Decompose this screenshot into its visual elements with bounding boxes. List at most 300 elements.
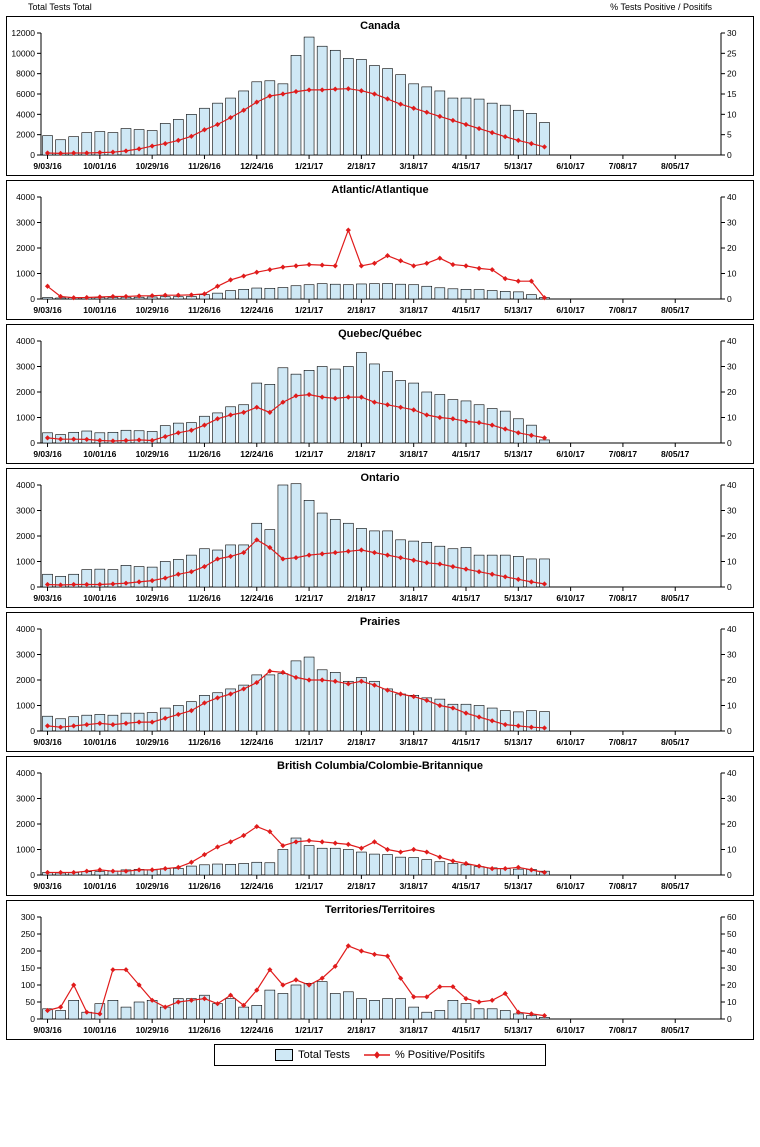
bar	[383, 69, 393, 155]
bar	[396, 694, 406, 731]
svg-text:50: 50	[25, 997, 35, 1007]
svg-text:7/08/17: 7/08/17	[608, 1025, 638, 1035]
svg-text:30: 30	[727, 361, 737, 372]
bar	[448, 864, 458, 875]
bar	[356, 528, 366, 587]
svg-text:5/13/17: 5/13/17	[504, 161, 533, 171]
svg-text:5: 5	[727, 129, 732, 140]
svg-text:3000: 3000	[16, 793, 35, 804]
svg-text:10/01/16: 10/01/16	[83, 161, 117, 171]
svg-text:0: 0	[30, 582, 35, 592]
bar	[461, 704, 471, 731]
line-marker	[437, 256, 442, 261]
svg-text:1000: 1000	[16, 844, 35, 855]
bar	[304, 37, 314, 155]
bar	[513, 556, 523, 587]
bar	[409, 1007, 419, 1019]
bar	[304, 657, 314, 731]
bar	[265, 530, 275, 587]
svg-text:8000: 8000	[16, 68, 35, 79]
bar	[56, 1011, 66, 1020]
plot-area	[7, 17, 755, 177]
bar	[317, 513, 327, 587]
bar	[435, 91, 445, 155]
line-marker	[346, 842, 351, 847]
bar	[252, 383, 262, 443]
svg-text:4/15/17: 4/15/17	[451, 161, 481, 171]
line-marker	[411, 847, 416, 852]
bar	[409, 84, 419, 155]
line-marker	[463, 263, 468, 268]
bar	[474, 290, 484, 299]
bar	[435, 1011, 445, 1020]
line-marker	[424, 849, 429, 854]
bar	[383, 531, 393, 587]
svg-text:10: 10	[727, 997, 737, 1007]
plot-area	[7, 901, 755, 1041]
plot-area	[7, 325, 755, 465]
line-marker	[241, 273, 246, 278]
svg-text:3/18/17: 3/18/17	[399, 1025, 428, 1035]
svg-text:3/18/17: 3/18/17	[399, 449, 428, 459]
bar	[330, 848, 340, 875]
line-marker	[359, 846, 364, 851]
bar	[291, 985, 301, 1019]
bar	[369, 1000, 379, 1019]
svg-text:11/26/16: 11/26/16	[188, 449, 221, 459]
bar	[291, 374, 301, 443]
bar	[265, 863, 275, 875]
svg-text:40: 40	[727, 480, 737, 490]
line-marker	[110, 967, 115, 972]
bar	[409, 383, 419, 443]
bar	[278, 850, 288, 876]
bar	[252, 1005, 262, 1019]
svg-text:9/03/16: 9/03/16	[33, 881, 62, 891]
bar	[500, 555, 510, 587]
line-marker	[490, 998, 495, 1003]
svg-text:20: 20	[727, 531, 737, 541]
bar	[422, 286, 432, 299]
bar	[343, 285, 353, 299]
svg-text:2/18/17: 2/18/17	[347, 305, 376, 315]
legend-line-swatch	[364, 1050, 390, 1060]
svg-text:6/10/17: 6/10/17	[556, 881, 585, 891]
bar	[252, 523, 262, 587]
bar	[239, 864, 249, 875]
panels-container	[0, 16, 760, 1040]
bar	[448, 289, 458, 299]
svg-text:20: 20	[727, 387, 737, 397]
svg-text:10/01/16: 10/01/16	[83, 737, 117, 747]
bar	[356, 852, 366, 875]
bar	[369, 66, 379, 155]
bar	[147, 131, 157, 155]
svg-text:12/24/16: 12/24/16	[240, 1025, 274, 1035]
svg-text:0: 0	[30, 150, 35, 160]
svg-text:11/26/16: 11/26/16	[188, 881, 221, 891]
bar	[239, 289, 249, 299]
bar	[474, 1009, 484, 1019]
svg-text:10/01/16: 10/01/16	[83, 881, 117, 891]
svg-text:8/05/17: 8/05/17	[661, 449, 690, 459]
plot-area	[7, 757, 755, 897]
bar	[422, 1012, 432, 1019]
svg-text:50: 50	[727, 929, 737, 939]
bar	[409, 285, 419, 299]
bar	[369, 681, 379, 731]
svg-text:11/26/16: 11/26/16	[188, 737, 221, 747]
svg-text:1000: 1000	[16, 268, 35, 279]
right-axis-label: % Tests Positive / Positifs	[610, 2, 712, 12]
svg-text:3/18/17: 3/18/17	[399, 881, 428, 891]
line-marker	[293, 263, 298, 268]
chart-panel	[6, 180, 754, 320]
bar	[304, 285, 314, 299]
bar	[213, 103, 223, 155]
svg-text:9/03/16: 9/03/16	[33, 449, 62, 459]
panel-title: Atlantic/Atlantique	[331, 184, 429, 196]
svg-text:2/18/17: 2/18/17	[347, 449, 376, 459]
line-marker	[333, 263, 338, 268]
line-marker	[280, 265, 285, 270]
bar	[369, 284, 379, 299]
svg-text:1000: 1000	[16, 412, 35, 423]
bar	[265, 675, 275, 731]
chart-panel	[6, 612, 754, 752]
plot-area	[7, 613, 755, 753]
svg-text:10/29/16: 10/29/16	[135, 1025, 169, 1035]
svg-text:9/03/16: 9/03/16	[33, 305, 62, 315]
svg-text:10000: 10000	[11, 48, 35, 59]
line-marker	[398, 849, 403, 854]
panel-title: Territories/Territoires	[324, 904, 436, 916]
svg-text:3/18/17: 3/18/17	[399, 737, 428, 747]
line-marker	[411, 263, 416, 268]
line-marker	[202, 852, 207, 857]
legend-item-line	[364, 1049, 485, 1061]
bar	[539, 122, 549, 155]
svg-text:3000: 3000	[16, 505, 35, 516]
svg-text:5/13/17: 5/13/17	[504, 449, 533, 459]
svg-text:10/29/16: 10/29/16	[135, 737, 169, 747]
bar	[199, 416, 209, 443]
svg-text:0: 0	[30, 294, 35, 304]
bar	[461, 1004, 471, 1019]
bar	[356, 999, 366, 1019]
bar	[226, 999, 236, 1019]
svg-text:4/15/17: 4/15/17	[451, 449, 481, 459]
svg-text:10: 10	[727, 556, 737, 567]
bar	[343, 850, 353, 876]
svg-text:30: 30	[727, 217, 737, 228]
svg-text:1/21/17: 1/21/17	[294, 161, 324, 171]
bar	[396, 75, 406, 155]
line-marker	[450, 858, 455, 863]
svg-text:4000: 4000	[16, 109, 35, 120]
svg-text:1/21/17: 1/21/17	[294, 449, 324, 459]
axis-labels-row	[6, 2, 754, 16]
bar	[383, 855, 393, 875]
bar	[461, 289, 471, 299]
svg-text:7/08/17: 7/08/17	[608, 737, 638, 747]
bar	[500, 711, 510, 731]
chart-panel	[6, 16, 754, 176]
bar	[265, 990, 275, 1019]
svg-text:10/29/16: 10/29/16	[135, 881, 169, 891]
line-marker	[306, 838, 311, 843]
bar	[160, 562, 170, 588]
line-marker	[320, 839, 325, 844]
bar	[396, 540, 406, 587]
svg-text:8/05/17: 8/05/17	[661, 161, 690, 171]
bar	[121, 1007, 131, 1019]
svg-text:7/08/17: 7/08/17	[608, 161, 638, 171]
svg-text:5/13/17: 5/13/17	[504, 881, 533, 891]
svg-text:1/21/17: 1/21/17	[294, 305, 324, 315]
line-marker	[267, 267, 272, 272]
bar	[343, 367, 353, 444]
svg-text:2000: 2000	[16, 819, 35, 829]
svg-text:2000: 2000	[16, 675, 35, 685]
line-marker	[306, 262, 311, 267]
svg-text:0: 0	[727, 870, 732, 880]
bar	[226, 545, 236, 587]
bar	[422, 860, 432, 875]
left-axis-label: Total Tests Total	[28, 2, 92, 12]
svg-text:250: 250	[20, 929, 35, 939]
svg-text:3000: 3000	[16, 649, 35, 660]
svg-text:7/08/17: 7/08/17	[608, 881, 638, 891]
line-marker	[71, 295, 76, 300]
bar	[252, 862, 262, 875]
line-marker	[476, 999, 481, 1004]
svg-text:20: 20	[727, 980, 737, 990]
svg-text:10/29/16: 10/29/16	[135, 305, 169, 315]
bar	[278, 288, 288, 299]
svg-text:0: 0	[30, 726, 35, 736]
svg-text:4/15/17: 4/15/17	[451, 1025, 481, 1035]
svg-text:10: 10	[727, 412, 737, 423]
bar	[147, 567, 157, 587]
line-marker	[215, 284, 220, 289]
svg-text:2/18/17: 2/18/17	[347, 593, 376, 603]
bar	[317, 848, 327, 875]
svg-text:200: 200	[20, 946, 35, 956]
svg-text:12000: 12000	[11, 28, 35, 38]
svg-text:30: 30	[727, 963, 737, 973]
svg-text:150: 150	[20, 963, 35, 973]
chart-page	[0, 2, 760, 1147]
svg-text:30: 30	[727, 505, 737, 516]
svg-text:0: 0	[727, 726, 732, 736]
svg-text:6/10/17: 6/10/17	[556, 1025, 585, 1035]
svg-text:1000: 1000	[16, 556, 35, 567]
svg-text:10/01/16: 10/01/16	[83, 1025, 117, 1035]
svg-text:0: 0	[727, 294, 732, 304]
svg-text:1000: 1000	[16, 700, 35, 711]
svg-text:3/18/17: 3/18/17	[399, 161, 428, 171]
bar	[356, 677, 366, 731]
bar	[239, 685, 249, 731]
bar	[435, 862, 445, 875]
svg-text:30: 30	[727, 649, 737, 660]
bar	[186, 866, 196, 875]
svg-text:9/03/16: 9/03/16	[33, 593, 62, 603]
svg-text:10: 10	[727, 844, 737, 855]
bar	[448, 98, 458, 155]
svg-text:10: 10	[727, 268, 737, 279]
svg-text:1/21/17: 1/21/17	[294, 593, 324, 603]
bar	[383, 689, 393, 731]
svg-text:3/18/17: 3/18/17	[399, 593, 428, 603]
line-marker	[228, 839, 233, 844]
line-marker	[71, 982, 76, 987]
chart-legend	[214, 1044, 546, 1066]
svg-text:4000: 4000	[16, 480, 35, 490]
bar	[291, 286, 301, 299]
bar	[239, 1007, 249, 1019]
bar	[487, 103, 497, 155]
bar	[160, 123, 170, 155]
svg-text:20: 20	[727, 243, 737, 253]
svg-text:10: 10	[727, 109, 737, 120]
bar	[513, 869, 523, 875]
bar	[343, 681, 353, 731]
svg-text:1/21/17: 1/21/17	[294, 881, 324, 891]
bar	[396, 381, 406, 443]
svg-text:40: 40	[727, 192, 737, 202]
bar	[291, 661, 301, 731]
bar	[330, 284, 340, 299]
svg-text:12/24/16: 12/24/16	[240, 161, 274, 171]
chart-panel	[6, 756, 754, 896]
svg-text:10/01/16: 10/01/16	[83, 305, 117, 315]
svg-text:0: 0	[30, 1014, 35, 1024]
bar	[69, 1000, 79, 1019]
svg-text:8/05/17: 8/05/17	[661, 1025, 690, 1035]
svg-text:10: 10	[727, 700, 737, 711]
svg-text:4/15/17: 4/15/17	[451, 305, 481, 315]
svg-text:7/08/17: 7/08/17	[608, 593, 638, 603]
svg-text:10/29/16: 10/29/16	[135, 593, 169, 603]
svg-text:3000: 3000	[16, 217, 35, 228]
svg-text:5/13/17: 5/13/17	[504, 737, 533, 747]
bar	[343, 523, 353, 587]
panel-title: Quebec/Québec	[338, 328, 422, 340]
svg-text:7/08/17: 7/08/17	[608, 305, 638, 315]
svg-text:1/21/17: 1/21/17	[294, 737, 324, 747]
bar	[317, 367, 327, 444]
bar	[343, 992, 353, 1019]
bar	[291, 55, 301, 155]
svg-text:0: 0	[727, 150, 732, 160]
svg-text:60: 60	[727, 912, 737, 922]
svg-text:11/26/16: 11/26/16	[188, 1025, 221, 1035]
svg-text:2000: 2000	[16, 531, 35, 541]
svg-text:1/21/17: 1/21/17	[294, 1025, 324, 1035]
bar	[304, 500, 314, 587]
bar	[252, 82, 262, 155]
bar	[396, 857, 406, 875]
svg-text:12/24/16: 12/24/16	[240, 449, 274, 459]
svg-text:7/08/17: 7/08/17	[608, 449, 638, 459]
bar	[383, 283, 393, 299]
svg-text:8/05/17: 8/05/17	[661, 737, 690, 747]
svg-text:11/26/16: 11/26/16	[188, 161, 221, 171]
bar	[213, 550, 223, 587]
bar	[383, 999, 393, 1019]
bar	[369, 531, 379, 587]
svg-text:12/24/16: 12/24/16	[240, 737, 274, 747]
bar	[265, 288, 275, 299]
svg-text:2000: 2000	[16, 387, 35, 397]
svg-text:4000: 4000	[16, 192, 35, 202]
legend-line-label: % Positive/Positifs	[394, 1049, 485, 1061]
bar	[317, 284, 327, 299]
svg-text:5/13/17: 5/13/17	[504, 593, 533, 603]
svg-text:40: 40	[727, 768, 737, 778]
line-marker	[215, 844, 220, 849]
svg-text:0: 0	[727, 582, 732, 592]
panel-title: British Columbia/Colombie-Britannique	[277, 760, 483, 772]
bar	[278, 674, 288, 731]
bar	[330, 994, 340, 1020]
legend-item-bars	[275, 1049, 350, 1061]
bar	[330, 369, 340, 443]
chart-panel	[6, 468, 754, 608]
svg-text:6/10/17: 6/10/17	[556, 449, 585, 459]
bar	[317, 46, 327, 155]
bar	[147, 1000, 157, 1019]
bar	[435, 288, 445, 299]
bar	[409, 695, 419, 731]
line-marker	[320, 262, 325, 267]
svg-text:4/15/17: 4/15/17	[451, 881, 481, 891]
line-marker	[437, 855, 442, 860]
svg-text:6000: 6000	[16, 89, 35, 99]
svg-text:10/29/16: 10/29/16	[135, 161, 169, 171]
line-marker	[385, 847, 390, 852]
line-marker	[516, 279, 521, 284]
bar	[213, 864, 223, 875]
svg-text:4/15/17: 4/15/17	[451, 737, 481, 747]
bar	[278, 485, 288, 587]
svg-text:5/13/17: 5/13/17	[504, 1025, 533, 1035]
bar	[356, 59, 366, 155]
bar	[487, 1009, 497, 1019]
panel-title: Ontario	[360, 472, 400, 484]
bar	[487, 555, 497, 587]
svg-text:11/26/16: 11/26/16	[188, 305, 221, 315]
line-marker	[346, 228, 351, 233]
bar	[173, 119, 183, 155]
bar	[500, 105, 510, 155]
svg-text:0: 0	[727, 1014, 732, 1024]
svg-text:3/18/17: 3/18/17	[399, 305, 428, 315]
svg-text:10/29/16: 10/29/16	[135, 449, 169, 459]
chart-panel	[6, 324, 754, 464]
svg-text:10/01/16: 10/01/16	[83, 593, 117, 603]
line-marker	[372, 839, 377, 844]
line-marker	[385, 253, 390, 258]
svg-text:30: 30	[727, 28, 737, 38]
svg-text:6/10/17: 6/10/17	[556, 161, 585, 171]
line-marker	[359, 948, 364, 953]
svg-text:2000: 2000	[16, 243, 35, 253]
svg-text:2/18/17: 2/18/17	[347, 881, 376, 891]
bar	[487, 291, 497, 299]
